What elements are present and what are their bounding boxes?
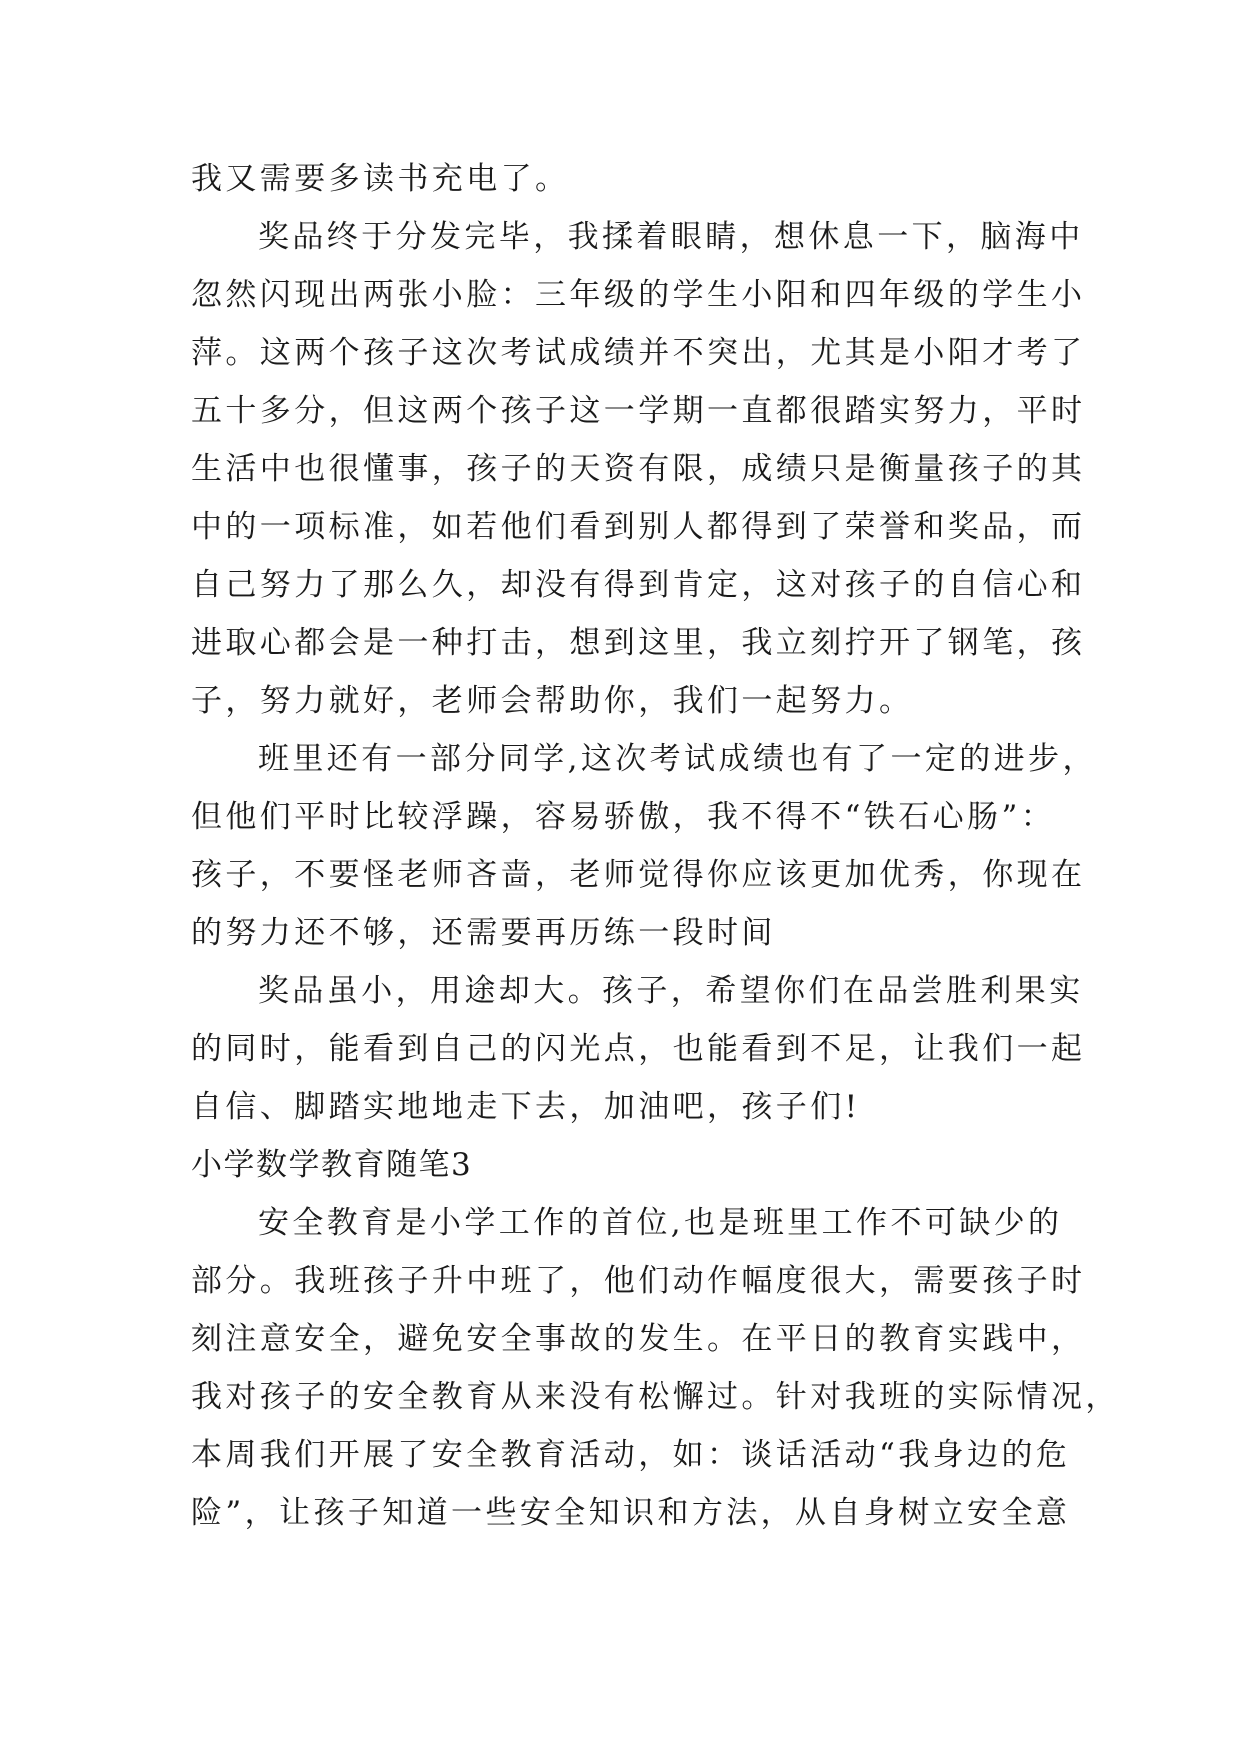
text-line: 安全教育是小学工作的首位,也是班里工作不可缺少的 — [258, 1205, 1063, 1241]
text-line: 孩子，不要怪老师吝啬，老师觉得你应该更加优秀，你现在 — [191, 857, 1086, 893]
text-line: 生活中也很懂事，孩子的天资有限，成绩只是衡量孩子的其 — [191, 451, 1086, 487]
text-line: 自己努力了那么久，却没有得到肯定，这对孩子的自信心和 — [191, 567, 1086, 603]
text-line: 刻注意安全，避免安全事故的发生。在平日的教育实践中， — [191, 1321, 1086, 1357]
text-line: 进取心都会是一种打击，想到这里，我立刻拧开了钢笔，孩 — [191, 625, 1086, 661]
text-line: 自信、脚踏实地地走下去，加油吧，孩子们! — [191, 1089, 861, 1125]
text-line: 五十多分，但这两个孩子这一学期一直都很踏实努力，平时 — [191, 393, 1086, 429]
text-line: 险”，让孩子知道一些安全知识和方法，从自身树立安全意 — [191, 1495, 1071, 1531]
text-line: 班里还有一部分同学,这次考试成绩也有了一定的进步， — [258, 741, 1097, 777]
text-line: 奖品虽小，用途却大。孩子，希望你们在品尝胜利果实 — [258, 973, 1084, 1009]
document-body — [191, 150, 1120, 1542]
text-line: 但他们平时比较浮躁，容易骄傲，我不得不“铁石心肠”： — [191, 799, 1056, 835]
section-heading: 小学数学教育随笔3 — [191, 1147, 473, 1183]
text-line: 的同时，能看到自己的闪光点，也能看到不足，让我们一起 — [191, 1031, 1086, 1067]
text-line: 部分。我班孩子升中班了，他们动作幅度很大，需要孩子时 — [191, 1263, 1086, 1299]
text-line: 我对孩子的安全教育从来没有松懈过。针对我班的实际情况， — [191, 1379, 1120, 1415]
text-line: 中的一项标准，如若他们看到别人都得到了荣誉和奖品，而 — [191, 509, 1086, 545]
text-line: 奖品终于分发完毕，我揉着眼睛，想休息一下，脑海中 — [258, 219, 1084, 255]
text-line: 的努力还不够，还需要再历练一段时间 — [191, 915, 776, 951]
text-line: 忽然闪现出两张小脸：三年级的学生小阳和四年级的学生小 — [191, 277, 1086, 313]
text-line: 我又需要多读书充电了。 — [191, 161, 570, 197]
text-line: 本周我们开展了安全教育活动，如：谈话活动“我身边的危 — [191, 1437, 1071, 1473]
text-line: 子，努力就好，老师会帮助你，我们一起努力。 — [191, 683, 914, 719]
text-line: 萍。这两个孩子这次考试成绩并不突出，尤其是小阳才考了 — [191, 335, 1086, 371]
